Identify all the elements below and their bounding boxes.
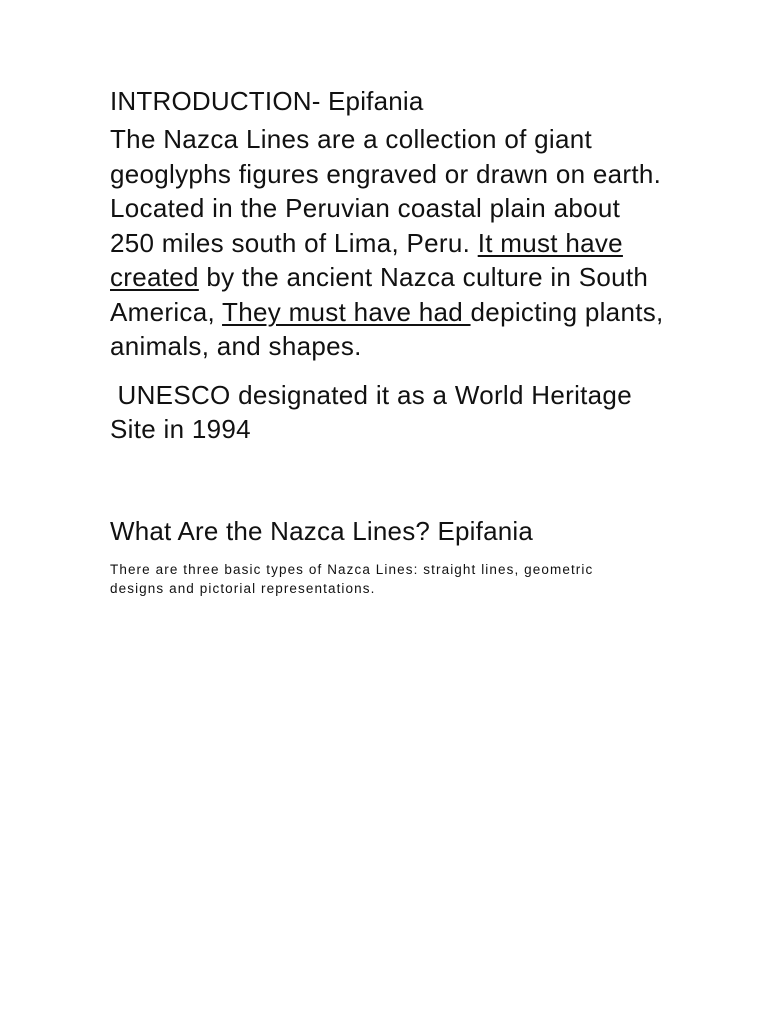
intro-text-part-3: depicting plants, animals, and shapes. xyxy=(110,296,664,361)
introduction-paragraph xyxy=(110,122,670,364)
unesco-paragraph: UNESCO designated it as a World Heritage Site in 1994 xyxy=(110,379,640,444)
underlined-phrase-2: They must have had xyxy=(222,296,471,327)
nazca-types-paragraph: There are three basic types of Nazca Lines: straight lines, geometric designs and pictorial representations. xyxy=(110,561,594,596)
document-page xyxy=(110,84,670,598)
underlined-phrase-1: It must have created xyxy=(110,227,623,292)
what-are-nazca-lines-heading: What Are the Nazca Lines? Epifania xyxy=(110,515,534,546)
intro-text-part-1: The Nazca Lines are a collection of giant geoglyphs figures engraved or drawn on earth. Located in the Peruvian coastal plain about 250 miles south of Lima, Peru. xyxy=(110,124,662,258)
introduction-heading: INTRODUCTION- Epifania xyxy=(110,86,424,116)
intro-text-part-2: by the ancient Nazca culture in South America, xyxy=(110,262,649,327)
